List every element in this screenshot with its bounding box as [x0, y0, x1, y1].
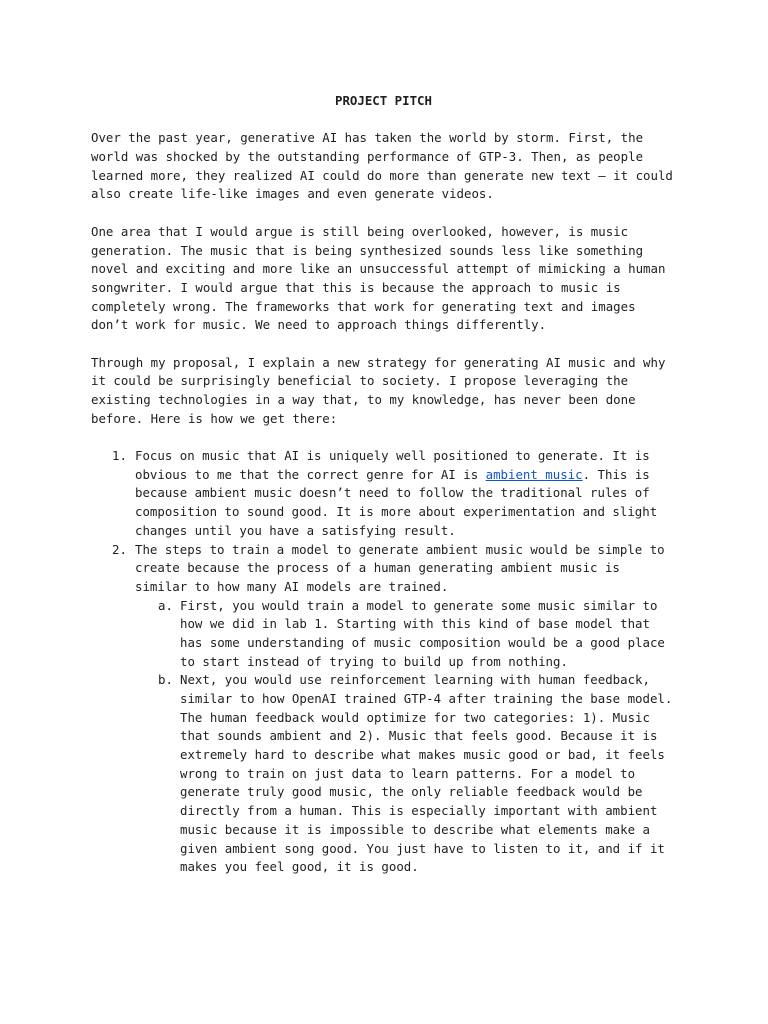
spacer — [91, 111, 691, 130]
text-line: extremely hard to describe what makes music good or bad, it feels — [180, 747, 665, 763]
text-line: completely wrong. The frameworks that work for generating text and images — [91, 298, 636, 314]
text-line: existing technologies in a way that, to my knowledge, has never been done — [91, 392, 636, 407]
text-line: similar to how OpenAI trained GTP-4 after training the base model. — [180, 691, 673, 706]
numbered-list — [91, 447, 691, 877]
text-line: makes you feel good, it is good. — [180, 859, 419, 875]
text-line: create because the process of a human generating ambient music is — [135, 560, 620, 576]
ambient-music-link[interactable]: ambient music — [485, 466, 583, 482]
text-line-with-link — [91, 466, 691, 485]
text-line: don’t work for music. We need to approach things differently. — [91, 317, 547, 333]
text-line: First, you would train a model to generate some music similar to — [180, 597, 658, 613]
text-line: One area that I would argue is still being overlooked, however, is music — [91, 223, 629, 239]
text-line: before. Here is how we get there: — [91, 410, 338, 426]
list-marker: 1. — [112, 448, 127, 464]
text-line: how we did in lab 1. Starting with this kind of base model that — [180, 616, 650, 632]
text-line: Over the past year, generative AI has taken the world by storm. First, the — [91, 130, 644, 146]
text-line: that sounds ambient and 2). Music that feels good. Because it is — [180, 728, 658, 744]
spacer — [91, 335, 691, 354]
text-line: songwriter. I would argue that this is because the approach to music is — [91, 279, 621, 295]
text-line: Next, you would use reinforcement learning with human feedback, — [180, 672, 650, 688]
text-fragment: obvious to me that the correct genre for AI is — [135, 466, 486, 482]
text-line: has some understanding of music composition would be a good place — [180, 634, 665, 650]
list-marker: a. — [158, 597, 173, 613]
text-line: wrong to train on just data to learn patterns. For a model to — [180, 765, 636, 781]
text-line: given ambient song good. You just have to listen to it, and if it — [180, 840, 665, 856]
text-line: changes until you have a satisfying result. — [135, 522, 456, 538]
spacer — [91, 428, 691, 447]
document-page — [91, 92, 691, 877]
text-line: also create life-like images and even generate videos. — [91, 186, 494, 202]
text-line: generation. The music that is being synthesized sounds less like something — [91, 242, 644, 258]
list-marker: 2. — [112, 541, 127, 557]
text-line: The steps to train a model to generate ambient music would be simple to — [135, 541, 665, 557]
spacer — [91, 204, 691, 223]
text-line: novel and exciting and more like an unsuccessful attempt of mimicking a human — [91, 261, 666, 277]
text-line: learned more, they realized AI could do more than generate new text – it could — [91, 167, 673, 183]
text-line: directly from a human. This is especially important with ambient — [180, 803, 658, 819]
text-line: music because it is impossible to describe what elements make a — [180, 821, 650, 837]
paragraph-intro — [91, 129, 691, 204]
text-line: generate truly good music, the only reliable feedback would be — [180, 784, 643, 800]
page-title: PROJECT PITCH — [335, 93, 432, 108]
sub-list-item-a — [91, 597, 691, 672]
text-line: Focus on music that AI is uniquely well positioned to generate. It is — [135, 448, 650, 464]
text-line: similar to how many AI models are trained. — [135, 578, 449, 594]
text-line: to start instead of trying to build up from nothing. — [180, 653, 568, 669]
text-line: world was shocked by the outstanding performance of GTP-3. Then, as people — [91, 149, 644, 165]
text-line: The human feedback would optimize for two categories: 1). Music — [180, 709, 650, 725]
list-marker: b. — [158, 672, 173, 688]
text-line: composition to sound good. It is more about experimentation and slight — [135, 504, 658, 520]
paragraph-music-generation — [91, 223, 691, 335]
text-line: because ambient music doesn’t need to follow the traditional rules of — [135, 485, 650, 501]
list-item-2 — [91, 541, 691, 877]
text-line: Through my proposal, I explain a new strategy for generating AI music and why — [91, 354, 666, 370]
text-line: it could be surprisingly beneficial to society. I propose leveraging the — [91, 373, 629, 389]
sub-list-item-b — [91, 671, 691, 877]
paragraph-proposal — [91, 354, 691, 429]
list-item-1 — [91, 447, 691, 540]
text-fragment: . This is — [582, 466, 650, 482]
